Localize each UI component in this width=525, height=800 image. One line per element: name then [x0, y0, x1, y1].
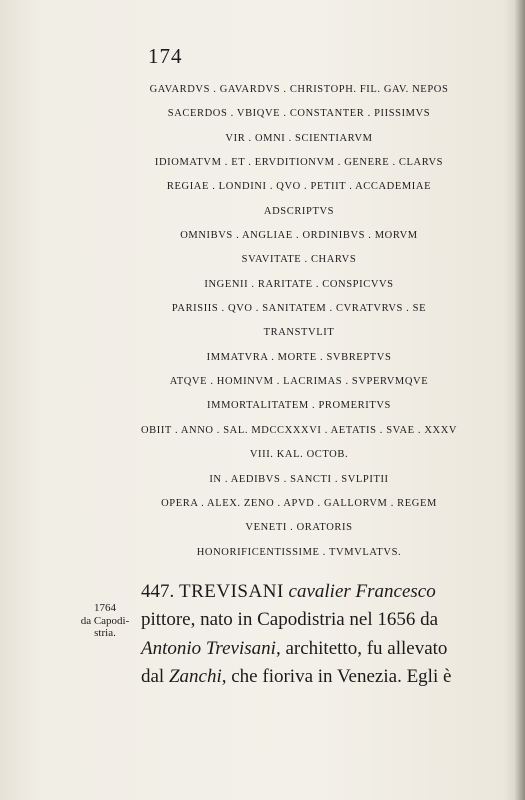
inscription-line: VENETI . ORATORIS — [245, 522, 353, 534]
biography-entry — [141, 578, 496, 691]
inscription-line: OMNIBVS . ANGLIAE . ORDINIBVS . MORVM — [180, 230, 418, 242]
inscription-line: REGIAE . LONDINI . QVO . PETIIT . ACCADEMIAE — [166, 181, 432, 193]
epitaph-inscription — [118, 78, 480, 565]
entry-person-name: Antonio Trevisani — [141, 637, 276, 659]
inscription-line: OBIIT . ANNO . SAL. MDCCXXXVI . AETATIS . SVAE . XXXV — [140, 424, 458, 436]
entry-name: TREVISANI — [179, 581, 284, 602]
entry-text-line — [141, 635, 496, 663]
inscription-line: HONORIFICENTISSIME . TVMVLATVS. — [196, 546, 402, 558]
inscription-line: ATQVE . HOMINVM . LACRIMAS . SVPERVMQVE — [169, 376, 429, 388]
page-number: 174 — [148, 44, 183, 68]
entry-number: 447. — [141, 581, 175, 602]
inscription-line: PARISIIS . QVO . SANITATEM . CVRATVRVS . SE — [171, 303, 427, 315]
inscription-line: INGENII . RARITATE . CONSPICVVS — [204, 278, 394, 290]
inscription-line: OPERA . ALEX. ZENO . APVD . GALLORVM . REGEM — [161, 497, 437, 509]
entry-text-line: pittore, nato in Capodistria nel 1656 da — [141, 609, 439, 631]
inscription-line: TRANSTVLIT — [263, 327, 335, 339]
entry-heading-line — [141, 578, 496, 606]
margin-note — [74, 602, 136, 640]
entry-text: , che fioriva in Venezia. Egli è — [221, 665, 452, 687]
inscription-line: ADSCRIPTVS — [263, 205, 335, 217]
entry-text: dal — [141, 665, 169, 687]
inscription-line: IMMORTALITATEM . PROMERITVS — [207, 400, 391, 412]
margin-note-line: da Capodi- — [80, 614, 130, 627]
inscription-line: IN . AEDIBVS . SANCTI . SVLPITII — [209, 473, 389, 485]
entry-title: cavalier Francesco — [288, 581, 436, 602]
page-edge-shadow — [515, 0, 525, 800]
inscription-line: SACERDOS . VBIQVE . CONSTANTER . PIISSIMVS — [167, 108, 431, 120]
inscription-line: VIII. KAL. OCTOB. — [249, 449, 349, 461]
inscription-line: VIR . OMNI . SCIENTIARVM — [225, 132, 373, 144]
entry-text: , architetto, fu allevato — [275, 637, 448, 659]
inscription-line: GAVARDVS . GAVARDVS . CHRISTOPH. FIL. GAV. NEPOS — [149, 84, 449, 95]
inscription-line: IMMATVRA . MORTE . SVBREPTVS — [206, 351, 392, 363]
margin-note-year: 1764 — [94, 602, 116, 614]
inscription-line: IDIOMATVM . ET . ERVDITIONVM . GENERE . CLARVS — [154, 157, 444, 169]
entry-person-name: Zanchi — [168, 665, 222, 687]
margin-note-line: stria. — [94, 627, 116, 639]
entry-text-line — [141, 663, 496, 691]
inscription-line: SVAVITATE . CHARVS — [241, 254, 357, 266]
